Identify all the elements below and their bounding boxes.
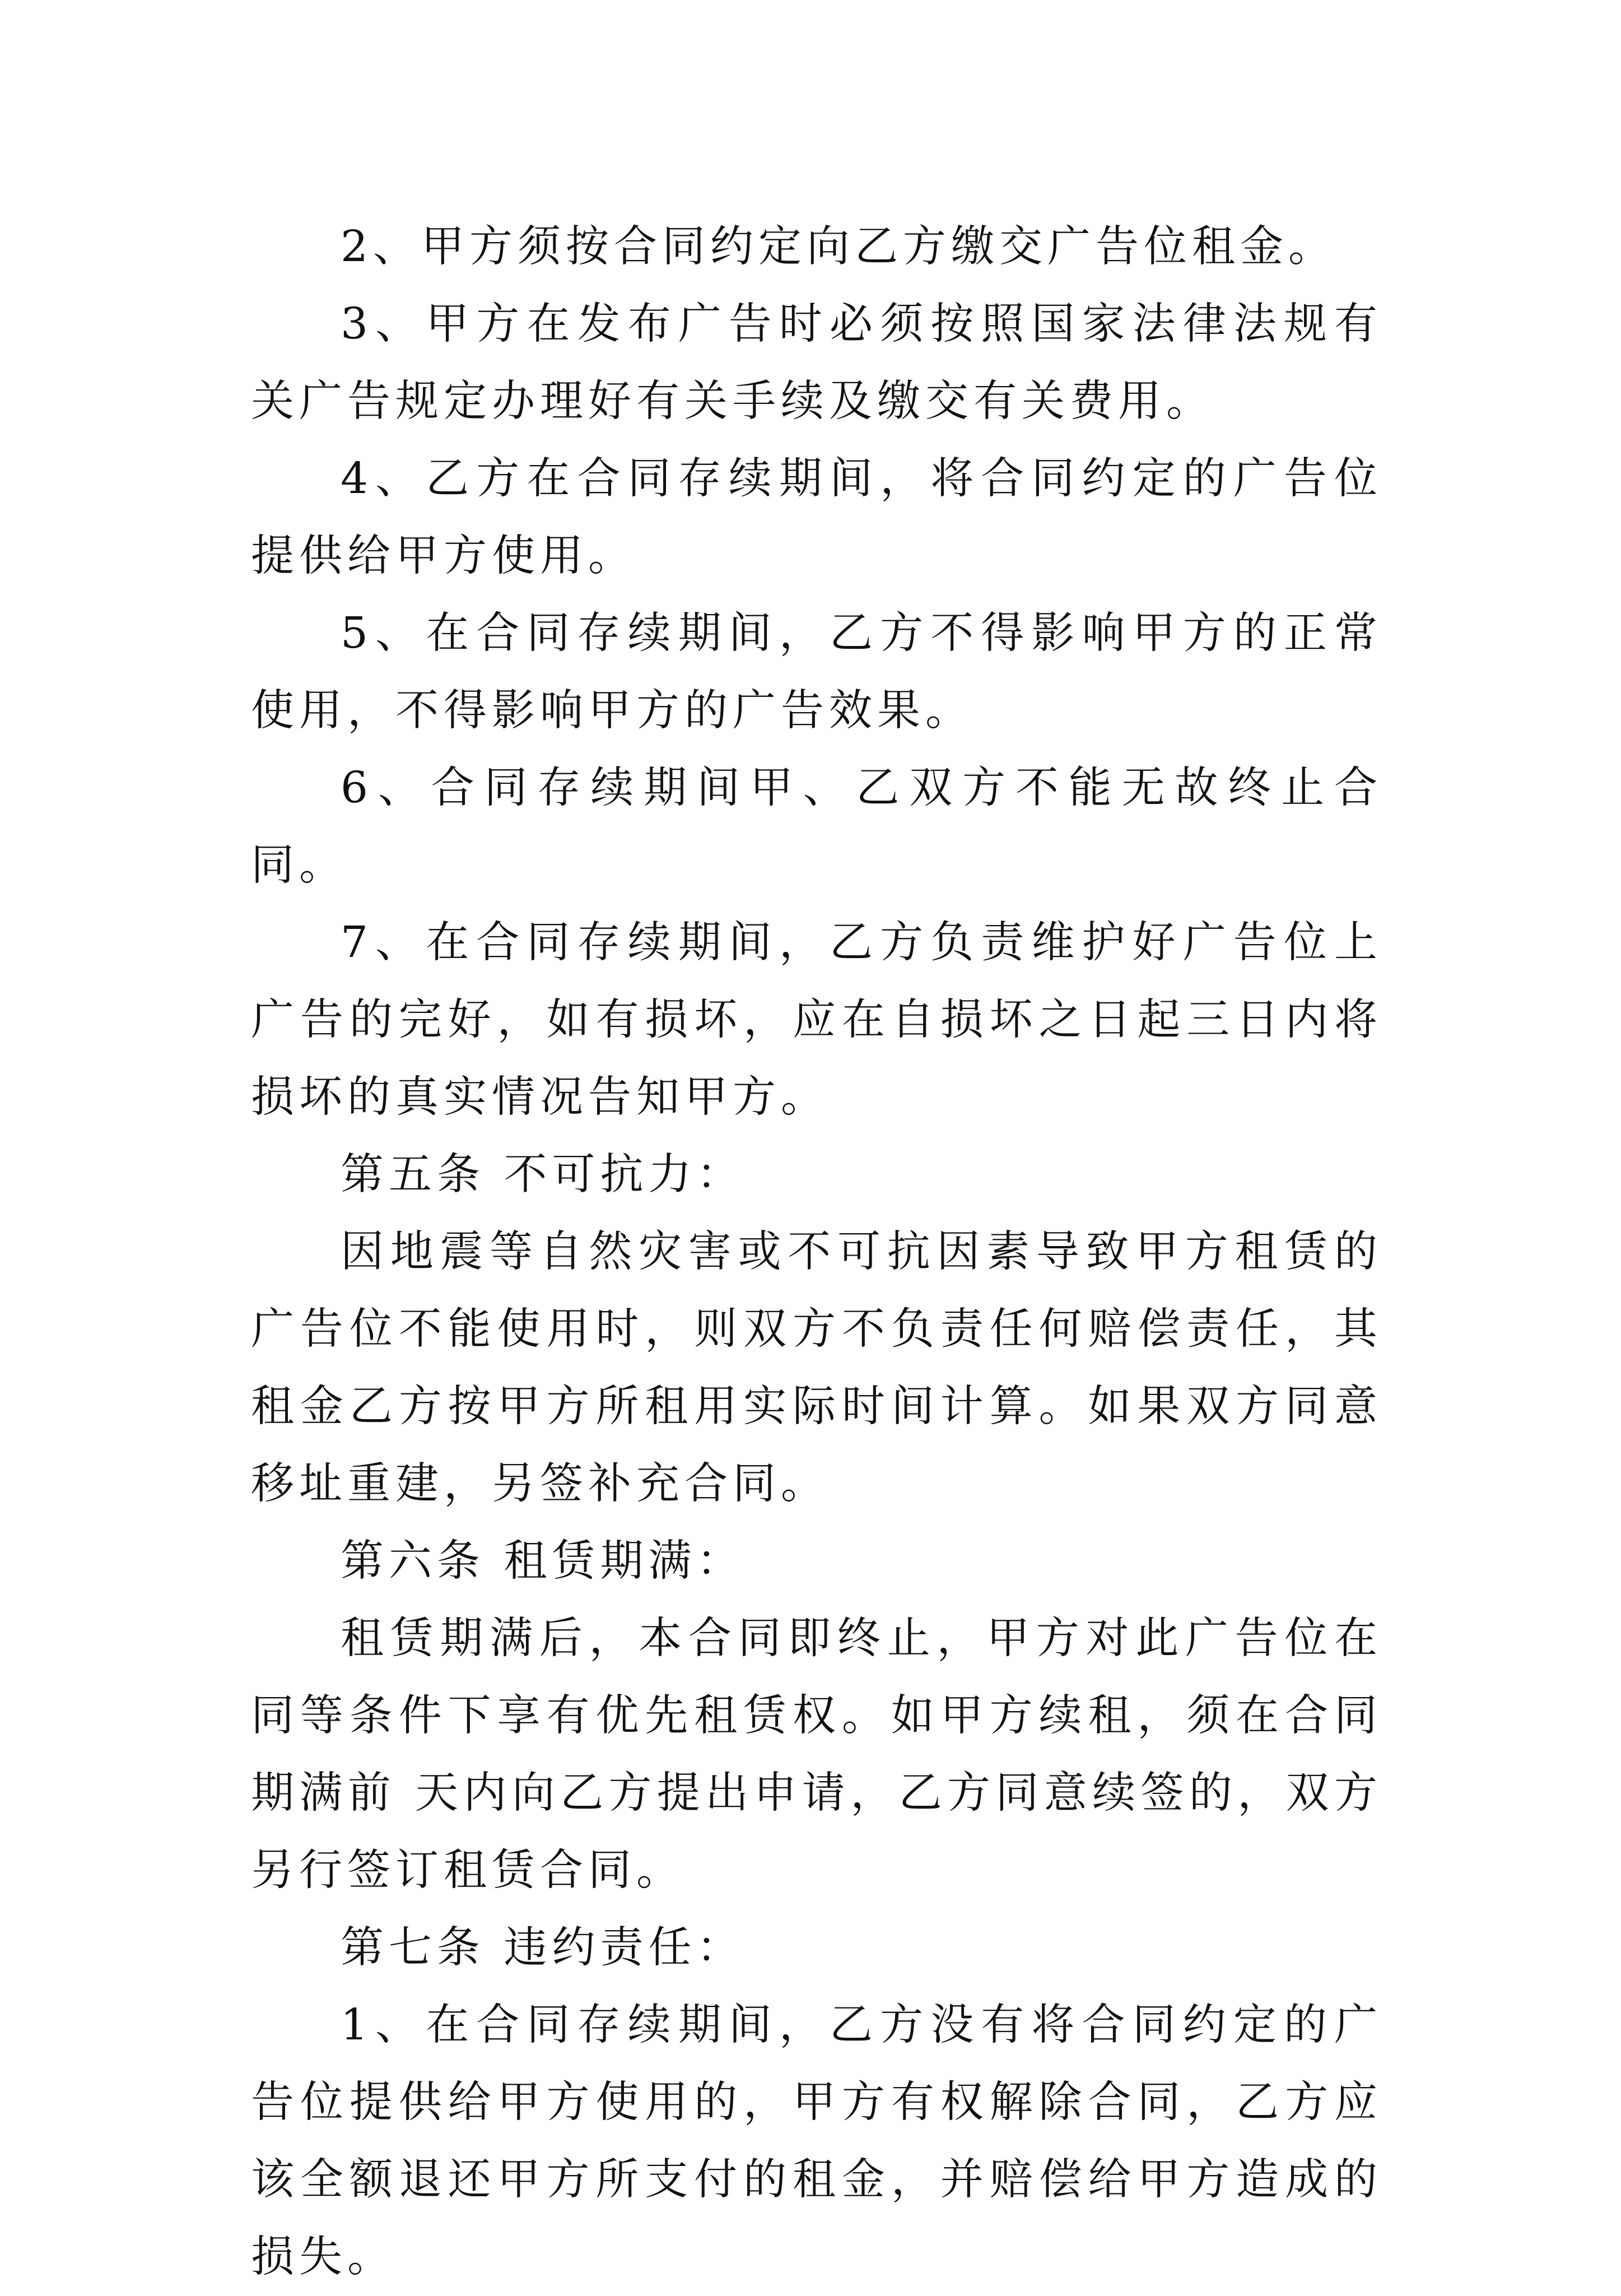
- article-6-heading: 第六条 租赁期满：: [341, 1536, 745, 1586]
- article-7-clause-1: 1、在合同存续期间，乙方没有将合同约定的广告位提供给甲方使用的，甲方有权解除合同，乙方应该全额退还甲方所支付的租金，并赔偿给甲方造成的损失。: [251, 2000, 1382, 2282]
- paragraph-clause-2: 2、甲方须按合同约定向乙方缴交广告位租金。: [341, 222, 1336, 272]
- article-6-body: 租赁期满后，本合同即终止，甲方对此广告位在同等条件下享有优先租赁权。如甲方续租，须在合同期满前 天内向乙方提出申请，乙方同意续签的，双方另行签订租赁合同。: [251, 1614, 1382, 1895]
- article-7-heading: 第七条 违约责任：: [341, 1923, 745, 1973]
- paragraph-clause-5: 5、在合同存续期间，乙方不得影响甲方的正常使用，不得影响甲方的广告效果。: [251, 608, 1382, 736]
- document-body: [251, 208, 1382, 2296]
- article-5-body: 因地震等自然灾害或不可抗因素导致甲方租赁的广告位不能使用时，则双方不负责任何赔偿责任，其租金乙方按甲方所租用实际时间计算。如果双方同意移址重建，另签补充合同。: [251, 1227, 1382, 1509]
- paragraph-clause-7: 7、在合同存续期间，乙方负责维护好广告位上广告的完好，如有损坏，应在自损坏之日起三日内将损坏的真实情况告知甲方。: [251, 918, 1382, 1122]
- article-5-heading: 第五条 不可抗力：: [341, 1150, 745, 1200]
- paragraph-clause-6: 6、合同存续期间甲、乙双方不能无故终止合同。: [251, 763, 1382, 890]
- paragraph-clause-4: 4、乙方在合同存续期间，将合同约定的广告位提供给甲方使用。: [251, 454, 1382, 581]
- paragraph-clause-3: 3、甲方在发布广告时必须按照国家法律法规有关广告规定办理好有关手续及缴交有关费用。: [251, 299, 1382, 426]
